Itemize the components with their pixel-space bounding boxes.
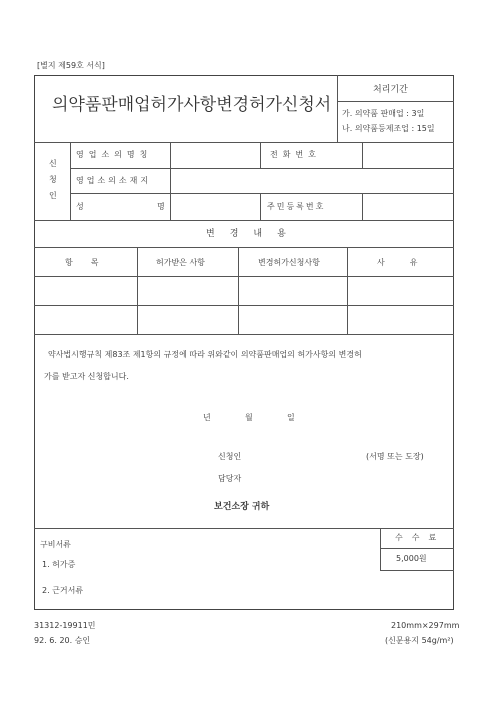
phone-label: 전화번호 — [270, 150, 321, 159]
fee-mid-line — [380, 548, 454, 549]
resident-no-field[interactable] — [364, 196, 452, 218]
change-col-divider-2 — [238, 247, 239, 334]
business-address-field[interactable] — [171, 171, 452, 191]
change-reason-cell-2[interactable] — [349, 307, 452, 332]
body-text-line-1: 약사법시행규칙 제83조 제1항의 규정에 따라 위와같이 의약품판매업의 허가사항의 변경허 — [48, 350, 362, 359]
change-reason-cell-1[interactable] — [349, 278, 452, 303]
applicant-signature-label: 신청인 — [218, 452, 242, 461]
processing-line-1: 가. 의약품 판매업 : 3일 — [342, 109, 425, 118]
change-col-divider-3 — [347, 247, 348, 334]
change-title-line — [34, 247, 454, 248]
resident-right-divider — [362, 193, 363, 220]
date-month-label: 월 — [245, 413, 253, 422]
applicant-col-divider — [70, 142, 71, 220]
applicant-name-field[interactable] — [171, 196, 258, 218]
fee-bottom-line — [380, 570, 454, 571]
business-name-field[interactable] — [171, 146, 258, 166]
title-bottom-line — [34, 142, 454, 143]
change-permitted-cell-1[interactable] — [139, 278, 236, 303]
footer-paper-size: 210mm×297mm — [391, 621, 460, 630]
documents-top-line — [34, 528, 454, 529]
applicant-row-line-2 — [70, 193, 454, 194]
change-bottom-line — [34, 334, 454, 335]
fee-amount: 5,000원 — [396, 554, 427, 563]
col-permitted-header: 허가받은 사항 — [156, 258, 205, 267]
resident-no-label: 주민등록번호 — [267, 202, 326, 211]
change-section-title: 변경내용 — [206, 229, 301, 239]
col-change-header: 변경허가신청사항 — [258, 258, 320, 267]
applicant-label-1: 신 — [49, 159, 57, 168]
footer-paper-type: (신문용지 54g/m²) — [385, 636, 454, 645]
change-request-cell-1[interactable] — [240, 278, 345, 303]
processing-divider — [337, 101, 454, 102]
phone-right-divider — [362, 142, 363, 168]
date-day-label: 일 — [287, 413, 295, 422]
addressee: 보건소장 귀하 — [214, 502, 270, 512]
applicant-name-label-2: 명 — [157, 202, 165, 211]
processing-line-2: 나. 의약품등제조업 : 15일 — [342, 124, 435, 133]
body-text-line-2: 가를 받고자 신청합니다. — [44, 372, 129, 381]
document-item-1: 1. 허가증 — [42, 560, 76, 569]
applicant-row-line-1 — [70, 168, 454, 169]
date-year-label: 년 — [203, 413, 211, 422]
fee-label: 수수료 — [395, 533, 446, 542]
fee-left-divider — [380, 528, 381, 570]
applicant-name-label-1: 성 — [76, 202, 84, 211]
footer-approval: 92. 6. 20. 승인 — [34, 636, 91, 645]
phone-left-divider — [260, 142, 261, 168]
sign-or-seal-note: (서명 또는 도장) — [366, 452, 424, 461]
change-item-cell-1[interactable] — [36, 278, 135, 303]
change-header-line — [34, 276, 454, 277]
officer-label: 담당자 — [218, 474, 242, 483]
col-reason-header: 사유 — [377, 258, 443, 267]
resident-left-divider — [260, 193, 261, 220]
applicant-label-3: 인 — [49, 191, 57, 200]
applicant-label-2: 청 — [49, 175, 57, 184]
title-divider — [337, 75, 338, 142]
document-item-2: 2. 근거서류 — [42, 586, 84, 595]
annex-label: [별지 제59호 서식] — [37, 61, 105, 70]
change-request-cell-2[interactable] — [240, 307, 345, 332]
footer-form-code: 31312-19911민 — [34, 621, 96, 630]
change-col-divider-1 — [137, 247, 138, 334]
change-permitted-cell-2[interactable] — [139, 307, 236, 332]
business-name-label: 영업소의명칭 — [76, 150, 153, 159]
phone-field[interactable] — [364, 146, 452, 166]
applicant-bottom-line — [34, 220, 454, 221]
col-item-header: 항목 — [65, 258, 117, 267]
change-item-cell-2[interactable] — [36, 307, 135, 332]
processing-period-label: 처리기간 — [373, 85, 408, 95]
form-title: 의약품판매업허가사항변경허가신청서 — [52, 95, 332, 115]
change-row-line — [34, 305, 454, 306]
documents-title: 구비서류 — [40, 540, 71, 549]
business-address-label: 영업소의소재지 — [76, 176, 152, 185]
